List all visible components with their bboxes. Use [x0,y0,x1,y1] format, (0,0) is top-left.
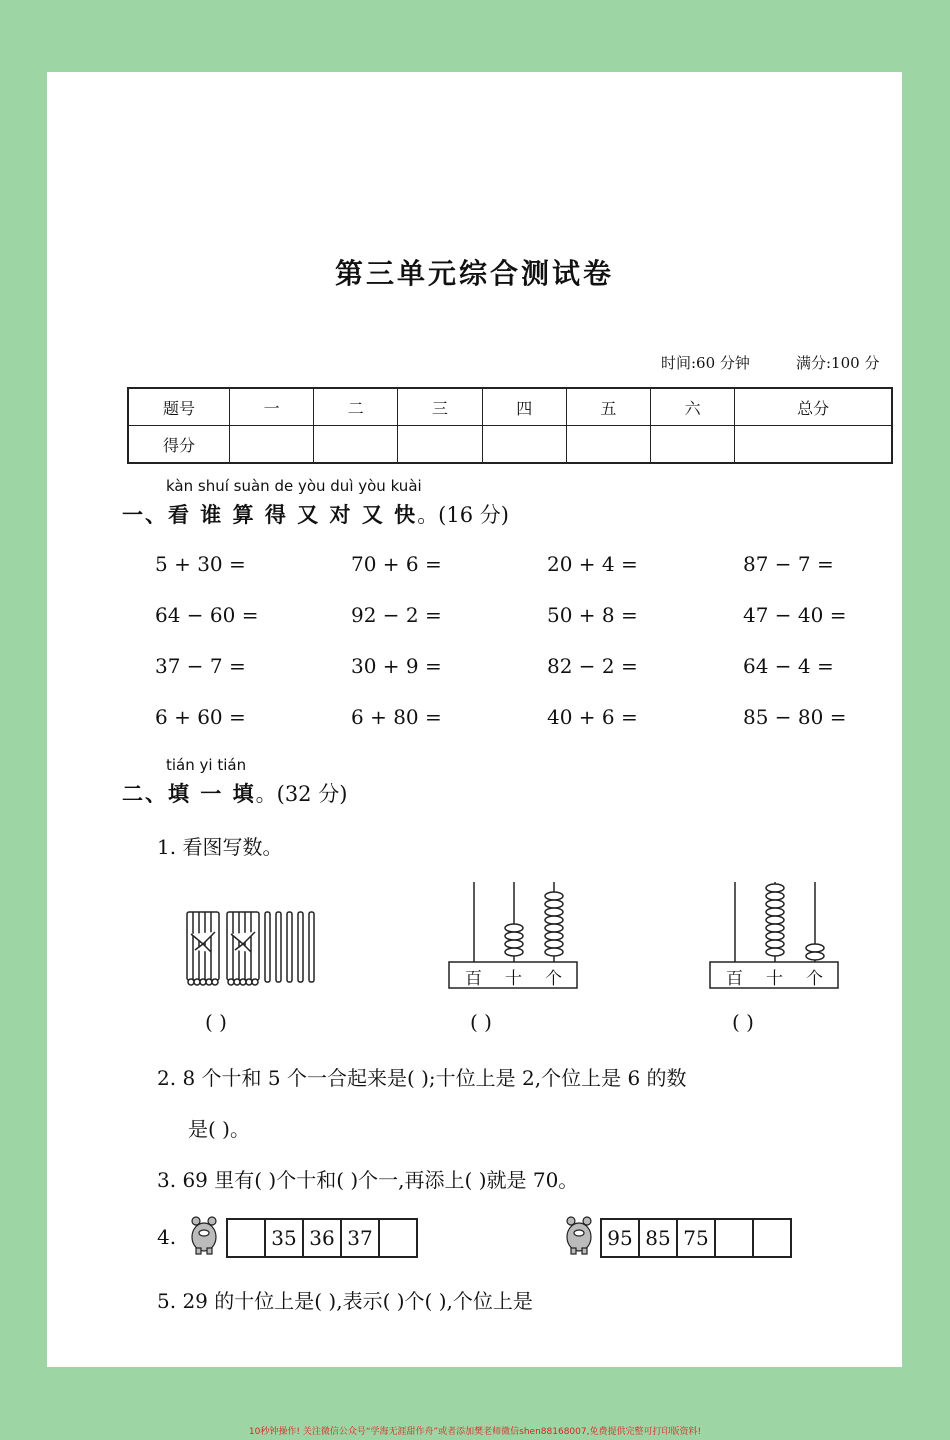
score-input-cell[interactable] [566,426,650,464]
score-input-cell[interactable] [735,426,892,464]
section2-points: 。(32 分) [255,782,348,806]
footer-note: 10秒钟操作! 关注微信公众号“学海无涯甜作舟”或者添加樊老师微信shen88168007,免费提供完整可打印版资料! [248,1427,702,1437]
score-header-cell: 一 [230,388,314,426]
section1-heading [122,499,509,529]
section2-heading [122,778,347,808]
score-table-header-row [128,388,892,426]
score-input-cell[interactable] [651,426,735,464]
abacus-label-tens: 十 [766,969,783,989]
full-score: 满分:100 分 [796,354,880,372]
calc-item: 64 − 60 = [155,603,259,627]
answer-blank[interactable]: ( ) [732,1010,754,1034]
section2-title: 二、填 一 填 [122,781,256,806]
score-input-cell[interactable] [230,426,314,464]
question-2-line2: 是( )。 [188,1117,250,1141]
abacus-label-hundreds: 百 [465,969,482,989]
number-sequence-1 [226,1218,418,1258]
score-input-cell[interactable] [398,426,482,464]
sequence-blank-cell[interactable] [380,1220,416,1256]
abacus-label-ones: 个 [545,969,562,989]
pig-icon [563,1215,595,1255]
score-header-cell: 三 [398,388,482,426]
question-1: 1. 看图写数。 [157,835,283,859]
calc-item: 47 − 40 = [743,603,847,627]
abacus-label-hundreds: 百 [726,969,743,989]
pig-icon [188,1215,220,1255]
sequence-cell: 36 [304,1220,342,1256]
calc-item: 70 + 6 = [351,552,442,576]
score-header-cell: 总分 [735,388,892,426]
score-table [127,387,893,464]
score-header-cell: 六 [651,388,735,426]
score-row-label: 得分 [128,426,230,464]
score-header-cell: 二 [314,388,398,426]
sequence-blank-cell[interactable] [754,1220,790,1256]
score-header-cell: 题号 [128,388,230,426]
score-table-score-row [128,426,892,464]
worksheet-paper [47,72,902,1367]
calc-item: 37 − 7 = [155,654,246,678]
question-5: 5. 29 的十位上是( ),表示( )个( ),个位上是 [157,1289,533,1313]
calc-item: 20 + 4 = [547,552,638,576]
question-2-line1: 2. 8 个十和 5 个一合起来是( );十位上是 2,个位上是 6 的数 [157,1066,687,1090]
score-input-cell[interactable] [314,426,398,464]
answer-blank[interactable]: ( ) [470,1010,492,1034]
sequence-cell: 95 [602,1220,640,1256]
calc-item: 40 + 6 = [547,705,638,729]
calc-item: 6 + 80 = [351,705,442,729]
calc-item: 92 − 2 = [351,603,442,627]
abacus-label-ones: 个 [806,969,823,989]
question-3: 3. 69 里有( )个十和( )个一,再添上( )就是 70。 [157,1168,579,1192]
score-header-cell: 四 [482,388,566,426]
sequence-cell: 37 [342,1220,380,1256]
section2-pinyin: tián yi tián [166,756,247,774]
calc-item: 85 − 80 = [743,705,847,729]
score-header-cell: 五 [566,388,650,426]
stick-bundles-image [185,906,319,988]
sequence-cell: 85 [640,1220,678,1256]
calc-item: 30 + 9 = [351,654,442,678]
page-title: 第三单元综合测试卷 [334,257,614,290]
calc-item: 82 − 2 = [547,654,638,678]
abacus-label-tens: 十 [505,969,522,989]
calc-item: 87 − 7 = [743,552,834,576]
calc-item: 6 + 60 = [155,705,246,729]
score-input-cell[interactable] [482,426,566,464]
time-limit: 时间:60 分钟 [661,354,750,372]
section1-title: 一、看 谁 算 得 又 对 又 快 [122,502,418,527]
question-4-label: 4. [157,1225,177,1249]
calc-item: 64 − 4 = [743,654,834,678]
answer-blank[interactable]: ( ) [205,1010,227,1034]
sequence-cell: 75 [678,1220,716,1256]
section1-points: 。(16 分) [417,503,509,527]
sequence-blank-cell[interactable] [716,1220,754,1256]
sequence-blank-cell[interactable] [228,1220,266,1256]
number-sequence-2 [600,1218,792,1258]
calc-item: 5 + 30 = [155,552,246,576]
calc-item: 50 + 8 = [547,603,638,627]
sequence-cell: 35 [266,1220,304,1256]
section1-pinyin: kàn shuí suàn de yòu duì yòu kuài [166,477,422,495]
